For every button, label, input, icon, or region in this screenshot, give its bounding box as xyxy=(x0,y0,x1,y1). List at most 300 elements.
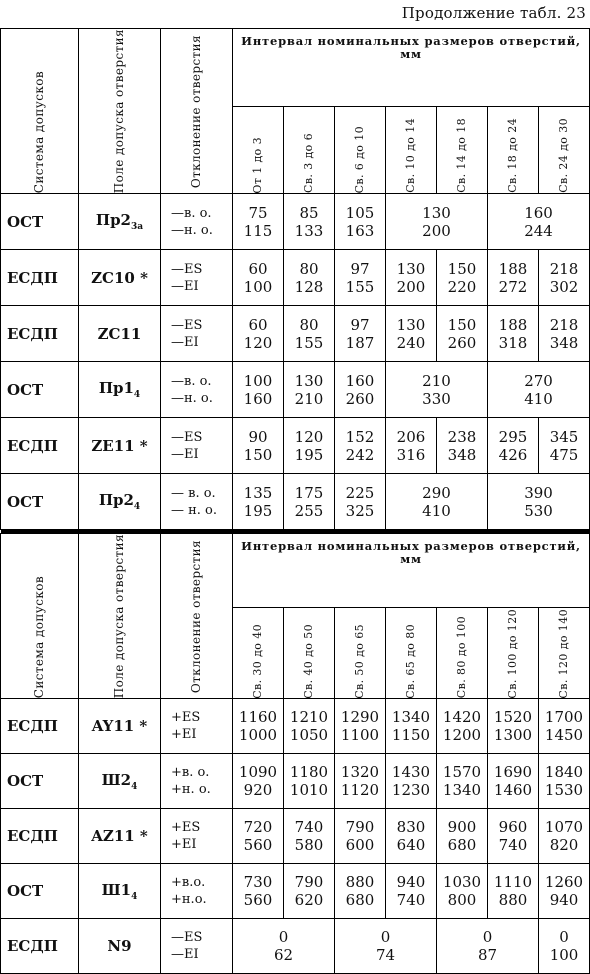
lower-deviation-value: 330 xyxy=(422,389,451,408)
value-cell xyxy=(539,919,590,974)
lower-deviation-value: 155 xyxy=(345,277,375,296)
value-cell xyxy=(539,306,590,362)
lower-deviation-value: 880 xyxy=(498,891,528,910)
field-cell xyxy=(79,919,161,974)
header-size-column xyxy=(335,107,386,194)
upper-deviation-value: 1340 xyxy=(391,708,431,727)
lower-deviation-value: 800 xyxy=(447,891,477,910)
value-cell xyxy=(233,306,284,362)
value-cell xyxy=(386,474,488,530)
deviation-lower: —н. о. xyxy=(171,222,213,238)
upper-deviation-value: 1210 xyxy=(289,708,329,727)
deviation-cell xyxy=(161,864,233,919)
header-deviation-label: Отклонение отверстия xyxy=(189,539,203,693)
lower-deviation-value: 115 xyxy=(243,221,273,240)
lower-deviation-value: 410 xyxy=(524,389,553,408)
table-row xyxy=(1,919,590,974)
lower-deviation-value: 1230 xyxy=(391,781,431,800)
table-part-2 xyxy=(1,534,590,974)
deviation-cell xyxy=(161,418,233,474)
value-cell xyxy=(386,864,437,919)
lower-deviation-value: 348 xyxy=(447,445,477,464)
deviation-upper: +ES xyxy=(171,820,201,836)
header-size-wrap xyxy=(539,608,589,699)
lower-deviation-value: 62 xyxy=(273,946,294,965)
lower-deviation-value: 1530 xyxy=(544,781,584,800)
header-system-wrap xyxy=(1,534,78,698)
value-cell xyxy=(386,362,488,418)
upper-deviation-value: 60 xyxy=(248,315,268,334)
value-cell xyxy=(284,474,335,530)
upper-deviation-value: 830 xyxy=(396,818,426,837)
lower-deviation-value: 74 xyxy=(375,946,396,965)
lower-deviation-value: 1010 xyxy=(289,781,329,800)
value-cell xyxy=(437,306,488,362)
upper-deviation-value: 960 xyxy=(498,818,528,837)
lower-deviation-value: 325 xyxy=(345,501,375,520)
lower-deviation-value: 242 xyxy=(345,445,375,464)
value-cell xyxy=(539,250,590,306)
header-system xyxy=(1,534,79,699)
value-cell xyxy=(539,864,590,919)
upper-deviation-value: 175 xyxy=(294,483,324,502)
upper-deviation-value: 80 xyxy=(299,259,319,278)
value-cell xyxy=(539,809,590,864)
upper-deviation-value: 1520 xyxy=(493,708,533,727)
lower-deviation-value: 1050 xyxy=(289,726,329,745)
value-cell xyxy=(386,306,437,362)
field-subscript: 4 xyxy=(133,390,141,401)
table-row xyxy=(1,864,590,919)
upper-deviation-value: 225 xyxy=(345,483,375,502)
system-cell: ЕСДП xyxy=(1,250,79,306)
upper-deviation-value: 1420 xyxy=(442,708,482,727)
lower-deviation-value: 740 xyxy=(396,891,426,910)
header-deviation-label: Отклонение отверстия xyxy=(189,34,203,188)
deviation-lower: —EI xyxy=(171,334,199,350)
lower-deviation-value: 187 xyxy=(345,333,375,352)
deviation-upper: — в. о. xyxy=(171,485,216,501)
value-cell xyxy=(335,699,386,754)
table-row xyxy=(1,754,590,809)
header-size-wrap xyxy=(335,608,385,699)
upper-deviation-value: 345 xyxy=(549,427,579,446)
header-size-label: Св. 30 до 40 xyxy=(251,623,264,699)
lower-deviation-value: 195 xyxy=(243,501,273,520)
deviation-upper: —ES xyxy=(171,317,203,333)
upper-deviation-value: 0 xyxy=(559,928,569,947)
header-deviation xyxy=(161,29,233,194)
upper-deviation-value: 130 xyxy=(422,203,451,222)
value-cell xyxy=(386,699,437,754)
value-cell xyxy=(233,418,284,474)
lower-deviation-value: 133 xyxy=(294,221,324,240)
field-cell xyxy=(79,194,161,250)
header-size-wrap xyxy=(386,107,436,193)
lower-deviation-value: 820 xyxy=(549,836,579,855)
upper-deviation-value: 160 xyxy=(345,371,375,390)
upper-deviation-value: 1260 xyxy=(544,873,584,892)
lower-deviation-value: 560 xyxy=(243,891,273,910)
header-size-column xyxy=(488,107,539,194)
lower-deviation-value: 1450 xyxy=(544,726,584,745)
value-cell xyxy=(437,418,488,474)
upper-deviation-value: 1180 xyxy=(289,763,329,782)
field-code: AY11 * xyxy=(91,717,148,736)
system-cell: ЕСДП xyxy=(1,699,79,754)
upper-deviation-value: 130 xyxy=(396,315,426,334)
lower-deviation-value: 150 xyxy=(243,445,273,464)
deviation-cell xyxy=(161,306,233,362)
header-size-label: Св. 18 до 24 xyxy=(506,118,519,194)
field-code: ZC11 xyxy=(97,324,142,343)
value-cell xyxy=(284,809,335,864)
lower-deviation-value: 100 xyxy=(549,946,579,965)
header-interval: Интервал номинальных размеров отверстий, мм xyxy=(233,29,590,107)
upper-deviation-value: 152 xyxy=(345,427,375,446)
upper-deviation-value: 880 xyxy=(345,873,375,892)
value-cell xyxy=(233,919,335,974)
deviation-cell xyxy=(161,919,233,974)
value-cell xyxy=(335,306,386,362)
lower-deviation-value: 1120 xyxy=(340,781,380,800)
field-code: ZE11 * xyxy=(91,436,148,455)
header-field-wrap xyxy=(79,534,160,698)
lower-deviation-value: 1340 xyxy=(442,781,482,800)
lower-deviation-value: 155 xyxy=(294,333,324,352)
upper-deviation-value: 1160 xyxy=(238,708,278,727)
field-cell xyxy=(79,306,161,362)
table-row xyxy=(1,306,590,362)
lower-deviation-value: 620 xyxy=(294,891,324,910)
deviation-cell xyxy=(161,250,233,306)
upper-deviation-value: 1700 xyxy=(544,708,584,727)
header-size-wrap xyxy=(233,608,283,699)
deviation-upper: +в. о. xyxy=(171,765,210,781)
upper-deviation-value: 900 xyxy=(447,818,477,837)
lower-deviation-value: 940 xyxy=(549,891,579,910)
value-cell xyxy=(386,194,488,250)
deviation-upper: —в. о. xyxy=(171,373,212,389)
upper-deviation-value: 130 xyxy=(396,259,426,278)
value-cell xyxy=(488,864,539,919)
header-size-column xyxy=(284,607,335,699)
upper-deviation-value: 730 xyxy=(243,873,273,892)
upper-deviation-value: 1570 xyxy=(442,763,482,782)
lower-deviation-value: 1300 xyxy=(493,726,533,745)
header-deviation-wrap xyxy=(161,35,232,188)
upper-deviation-value: 1320 xyxy=(340,763,380,782)
field-subscript: 4 xyxy=(133,502,141,513)
upper-deviation-value: 290 xyxy=(422,483,451,502)
lower-deviation-value: 244 xyxy=(524,221,553,240)
header-size-wrap xyxy=(284,608,334,699)
lower-deviation-value: 260 xyxy=(447,333,477,352)
upper-deviation-value: 238 xyxy=(447,427,477,446)
table-row xyxy=(1,699,590,754)
field-cell xyxy=(79,474,161,530)
deviation-lower: — н. о. xyxy=(171,502,218,518)
deviation-lower: +н. о. xyxy=(171,782,211,798)
header-size-label: Св. 14 до 18 xyxy=(455,118,468,194)
value-cell xyxy=(386,418,437,474)
table-part-1 xyxy=(1,29,590,530)
deviation-cell xyxy=(161,699,233,754)
value-cell xyxy=(233,194,284,250)
header-size-column xyxy=(437,107,488,194)
upper-deviation-value: 1430 xyxy=(391,763,431,782)
lower-deviation-value: 163 xyxy=(345,221,375,240)
field-cell xyxy=(79,418,161,474)
lower-deviation-value: 220 xyxy=(447,277,477,296)
lower-deviation-value: 530 xyxy=(524,501,553,520)
lower-deviation-value: 680 xyxy=(447,836,477,855)
value-cell xyxy=(284,250,335,306)
header-size-wrap xyxy=(386,608,436,699)
system-cell: ОСТ xyxy=(1,754,79,809)
value-cell xyxy=(386,250,437,306)
lower-deviation-value: 240 xyxy=(396,333,426,352)
field-code: Пр1 xyxy=(98,379,134,398)
header-size-column xyxy=(539,107,590,194)
deviation-lower: +н.о. xyxy=(171,892,207,908)
field-code: AZ11 * xyxy=(91,827,148,846)
deviation-cell xyxy=(161,474,233,530)
upper-deviation-value: 0 xyxy=(482,928,493,947)
deviation-cell xyxy=(161,194,233,250)
header-size-label: Св. 100 до 120 xyxy=(506,608,519,699)
value-cell xyxy=(437,864,488,919)
lower-deviation-value: 410 xyxy=(422,501,451,520)
header-size-wrap xyxy=(488,608,538,699)
table-row xyxy=(1,474,590,530)
deviation-upper: —ES xyxy=(171,429,203,445)
lower-deviation-value: 600 xyxy=(345,836,375,855)
value-cell xyxy=(233,699,284,754)
header-field xyxy=(79,29,161,194)
value-cell xyxy=(488,474,590,530)
system-cell: ОСТ xyxy=(1,474,79,530)
header-size-column xyxy=(488,607,539,699)
upper-deviation-value: 135 xyxy=(243,483,273,502)
field-code: ZC10 * xyxy=(91,268,148,287)
upper-deviation-value: 80 xyxy=(299,315,319,334)
value-cell xyxy=(233,362,284,418)
value-cell xyxy=(488,699,539,754)
field-code: Ш2 xyxy=(101,770,132,789)
header-size-wrap xyxy=(233,107,283,193)
header-size-label: Св. 120 до 140 xyxy=(557,608,571,699)
table-row xyxy=(1,250,590,306)
field-cell xyxy=(79,250,161,306)
system-cell: ОСТ xyxy=(1,194,79,250)
header-system-label: Система допусков xyxy=(32,71,46,194)
field-subscript: 4 xyxy=(131,781,138,792)
value-cell xyxy=(488,418,539,474)
header-size-column xyxy=(437,607,488,699)
value-cell xyxy=(335,919,437,974)
value-cell xyxy=(284,194,335,250)
lower-deviation-value: 160 xyxy=(243,389,273,408)
upper-deviation-value: 150 xyxy=(447,315,477,334)
deviation-lower: +EI xyxy=(171,727,197,743)
lower-deviation-value: 1460 xyxy=(493,781,533,800)
value-cell xyxy=(233,250,284,306)
value-cell xyxy=(539,754,590,809)
value-cell xyxy=(233,754,284,809)
lower-deviation-value: 740 xyxy=(498,836,528,855)
upper-deviation-value: 150 xyxy=(447,259,477,278)
header-size-wrap xyxy=(488,107,538,193)
upper-deviation-value: 940 xyxy=(396,873,426,892)
header-field xyxy=(79,534,161,699)
upper-deviation-value: 60 xyxy=(248,259,268,278)
upper-deviation-value: 100 xyxy=(243,371,273,390)
deviation-cell xyxy=(161,362,233,418)
header-system-label: Система допусков xyxy=(32,576,46,699)
value-cell xyxy=(437,250,488,306)
system-cell: ЕСДП xyxy=(1,809,79,864)
upper-deviation-value: 105 xyxy=(345,203,375,222)
value-cell xyxy=(539,699,590,754)
lower-deviation-value: 680 xyxy=(345,891,375,910)
lower-deviation-value: 348 xyxy=(549,333,579,352)
value-cell xyxy=(233,474,284,530)
upper-deviation-value: 295 xyxy=(498,427,528,446)
value-cell xyxy=(488,194,590,250)
header-size-column xyxy=(335,607,386,699)
value-cell xyxy=(284,362,335,418)
upper-deviation-value: 720 xyxy=(243,818,273,837)
lower-deviation-value: 200 xyxy=(396,277,426,296)
value-cell xyxy=(233,864,284,919)
upper-deviation-value: 218 xyxy=(549,315,579,334)
upper-deviation-value: 160 xyxy=(524,203,553,222)
upper-deviation-value: 790 xyxy=(345,818,375,837)
header-size-label: Св. 50 до 65 xyxy=(353,623,366,699)
header-row xyxy=(1,534,590,608)
lower-deviation-value: 1200 xyxy=(442,726,482,745)
upper-deviation-value: 75 xyxy=(248,203,268,222)
field-code: N9 xyxy=(107,937,132,956)
value-cell xyxy=(437,699,488,754)
field-cell xyxy=(79,754,161,809)
header-size-label: Св. 24 до 30 xyxy=(557,118,571,194)
lower-deviation-value: 580 xyxy=(294,836,324,855)
value-cell xyxy=(284,418,335,474)
header-interval: Интервал номинальных размеров отверстий, мм xyxy=(233,534,590,608)
header-deviation-wrap xyxy=(161,540,232,693)
upper-deviation-value: 1030 xyxy=(442,873,482,892)
upper-deviation-value: 0 xyxy=(380,928,391,947)
lower-deviation-value: 316 xyxy=(396,445,426,464)
value-cell xyxy=(437,919,539,974)
lower-deviation-value: 1000 xyxy=(238,726,278,745)
value-cell xyxy=(284,864,335,919)
header-size-column xyxy=(233,107,284,194)
upper-deviation-value: 1290 xyxy=(340,708,380,727)
value-cell xyxy=(335,418,386,474)
table-caption: Продолжение табл. 23 xyxy=(401,4,586,22)
value-cell xyxy=(437,754,488,809)
header-field-wrap xyxy=(79,29,160,193)
header-size-label: От 1 до 3 xyxy=(251,136,264,194)
value-cell xyxy=(335,362,386,418)
header-size-column xyxy=(284,107,335,194)
header-row xyxy=(1,29,590,107)
header-size-label: Св. 40 до 50 xyxy=(302,623,315,699)
header-field-label: Поле допуска отверстия xyxy=(112,534,126,699)
upper-deviation-value: 188 xyxy=(498,259,528,278)
value-cell xyxy=(335,864,386,919)
header-size-wrap xyxy=(539,107,589,193)
deviation-cell xyxy=(161,754,233,809)
header-system-wrap xyxy=(1,29,78,193)
lower-deviation-value: 260 xyxy=(345,389,375,408)
header-size-label: Св. 6 до 10 xyxy=(353,125,366,194)
system-cell: ЕСДП xyxy=(1,306,79,362)
header-size-label: Св. 10 до 14 xyxy=(404,118,417,194)
deviation-cell xyxy=(161,809,233,864)
upper-deviation-value: 1090 xyxy=(238,763,278,782)
lower-deviation-value: 1100 xyxy=(340,726,380,745)
system-cell: ОСТ xyxy=(1,864,79,919)
deviation-upper: —ES xyxy=(171,930,203,946)
lower-deviation-value: 272 xyxy=(498,277,528,296)
header-size-label: Св. 80 до 100 xyxy=(455,616,468,699)
system-cell: ЕСДП xyxy=(1,418,79,474)
value-cell xyxy=(335,250,386,306)
table-row xyxy=(1,194,590,250)
table-row xyxy=(1,362,590,418)
lower-deviation-value: 120 xyxy=(243,333,273,352)
field-subscript: 4 xyxy=(131,891,138,902)
header-size-label: Св. 65 до 80 xyxy=(404,623,417,699)
header-size-column xyxy=(539,607,590,699)
upper-deviation-value: 0 xyxy=(278,928,289,947)
lower-deviation-value: 210 xyxy=(294,389,324,408)
upper-deviation-value: 188 xyxy=(498,315,528,334)
value-cell xyxy=(488,306,539,362)
system-cell: ОСТ xyxy=(1,362,79,418)
field-cell xyxy=(79,699,161,754)
upper-deviation-value: 97 xyxy=(350,259,370,278)
upper-deviation-value: 740 xyxy=(294,818,324,837)
value-cell xyxy=(335,754,386,809)
deviation-upper: +в.о. xyxy=(171,875,206,891)
value-cell xyxy=(488,809,539,864)
lower-deviation-value: 1150 xyxy=(391,726,431,745)
upper-deviation-value: 210 xyxy=(422,371,451,390)
lower-deviation-value: 128 xyxy=(294,277,324,296)
lower-deviation-value: 475 xyxy=(549,445,579,464)
header-size-wrap xyxy=(437,608,487,699)
value-cell xyxy=(488,362,590,418)
lower-deviation-value: 640 xyxy=(396,836,426,855)
header-size-wrap xyxy=(437,107,487,193)
value-cell xyxy=(284,699,335,754)
value-cell xyxy=(488,754,539,809)
tolerance-table-sheet xyxy=(0,28,590,974)
deviation-upper: +ES xyxy=(171,710,201,726)
lower-deviation-value: 560 xyxy=(243,836,273,855)
lower-deviation-value: 200 xyxy=(422,221,451,240)
field-cell xyxy=(79,362,161,418)
value-cell xyxy=(437,809,488,864)
value-cell xyxy=(335,194,386,250)
header-size-wrap xyxy=(335,107,385,193)
upper-deviation-value: 790 xyxy=(294,873,324,892)
